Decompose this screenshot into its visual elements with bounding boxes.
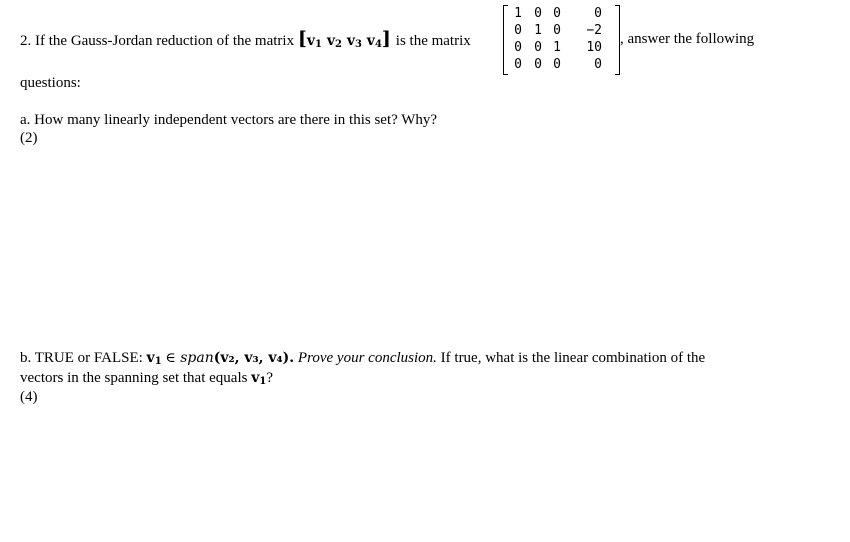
part-b-prefix: b. TRUE or FALSE:	[20, 350, 143, 366]
matrix-cell: 1	[514, 6, 522, 21]
matrix-cell: 0	[514, 40, 522, 55]
matrix-cell: 0	[553, 23, 561, 38]
matrix-cell: 0	[514, 57, 522, 72]
part-a-question: a. How many linearly independent vectors are there in this set? Why?	[20, 112, 438, 128]
vector-v1-2: $v_1$	[251, 370, 267, 387]
matrix-cell: 0	[514, 23, 522, 38]
part-b-points: (4)	[20, 389, 38, 405]
part-b-question-line1	[20, 349, 705, 371]
questions-label: questions:	[20, 75, 81, 91]
in-span-text: ∈ span	[165, 350, 214, 366]
matrix-cell: 0	[594, 6, 602, 21]
question-2-header	[20, 30, 471, 54]
matrix-cell: −2	[586, 23, 602, 38]
matrix-cell: 0	[553, 6, 561, 21]
matrix-cell: 10	[586, 40, 602, 55]
matrix-cell: 0	[594, 57, 602, 72]
matrix-cell: 0	[534, 57, 542, 72]
question-intro: If the Gauss-Jordan reduction of the matrix	[35, 33, 295, 49]
question-number: 2.	[20, 33, 32, 49]
vector-v1: $v_1$	[146, 350, 162, 367]
matrix-grid	[508, 5, 606, 73]
part-b-rest: If true, what is the linear combination of the	[440, 350, 706, 366]
part-a-points: (2)	[20, 130, 38, 146]
question-mark: ?	[266, 370, 273, 386]
part-b-line2-text: vectors in the spanning set that equals	[20, 370, 248, 386]
matrix-cell: 0	[553, 57, 561, 72]
is-the-matrix-text: is the matrix	[395, 33, 471, 49]
span-args: (v₂, v₃, v₄).	[213, 350, 295, 366]
rref-matrix	[500, 2, 620, 76]
matrix-v-notation: [$v_1$ $v_2$ $v_3$ $v_4$]	[297, 28, 391, 50]
prove-instruction: Prove your conclusion.	[297, 350, 437, 366]
part-b-question-line2	[20, 369, 273, 391]
matrix-cell: 1	[553, 40, 561, 55]
matrix-cell: 0	[534, 40, 542, 55]
after-matrix-text: , answer the following	[620, 31, 755, 47]
matrix-cell: 0	[534, 6, 542, 21]
matrix-cell: 1	[534, 23, 542, 38]
